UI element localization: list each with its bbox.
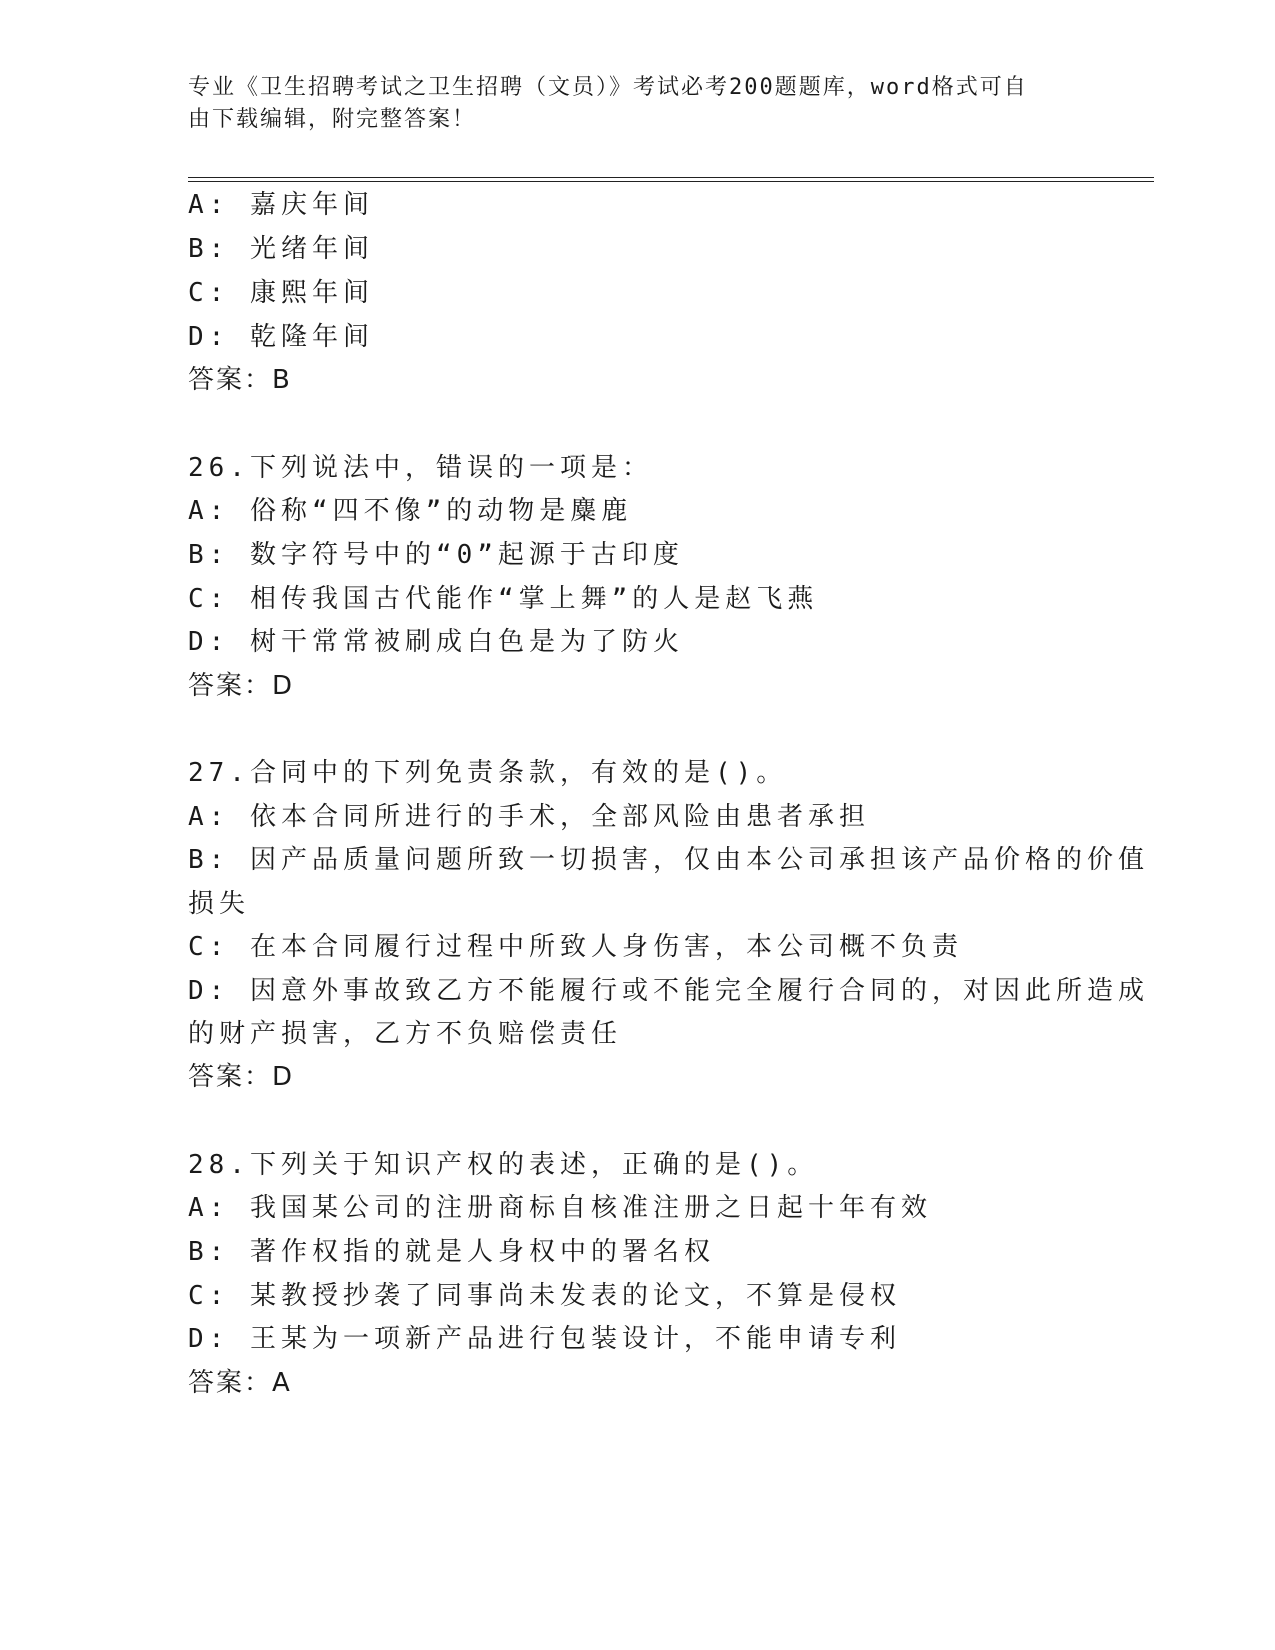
header-divider-top	[188, 177, 1154, 178]
q26-option-d: D: 树干常常被刷成白色是为了防火	[188, 627, 684, 657]
q28-stem: 28.下列关于知识产权的表述，正确的是()。	[188, 1150, 819, 1180]
q27-option-c: C: 在本合同履行过程中所致人身伤害，本公司概不负责	[188, 932, 963, 962]
q28-answer: 答案：A	[188, 1368, 292, 1398]
q27-option-d-line-1: D: 因意外事故致乙方不能履行或不能完全履行合同的，对因此所造成	[188, 976, 1149, 1006]
q27-answer: 答案：D	[188, 1062, 295, 1092]
q26-stem: 26.下列说法中，错误的一项是：	[188, 453, 653, 483]
q27-option-a: A: 依本合同所进行的手术，全部风险由患者承担	[188, 802, 870, 832]
header-line-2: 由下载编辑，附完整答案！	[188, 107, 477, 132]
header-divider-bottom	[188, 181, 1154, 182]
q27-stem: 27.合同中的下列免责条款，有效的是()。	[188, 758, 788, 788]
q27-option-b-line-1: B: 因产品质量问题所致一切损害，仅由本公司承担该产品价格的价值	[188, 845, 1149, 875]
q27-option-d-line-2: 的财产损害，乙方不负赔偿责任	[188, 1019, 623, 1049]
q25-option-b: B: 光绪年间	[188, 234, 374, 264]
q25-answer: 答案：B	[188, 365, 292, 395]
q27-option-b-line-2: 损失	[188, 889, 251, 919]
document-header	[188, 72, 1068, 136]
q28-option-c: C: 某教授抄袭了同事尚未发表的论文，不算是侵权	[188, 1281, 901, 1311]
q25-option-d: D: 乾隆年间	[188, 322, 374, 352]
header-line-1: 专业《卫生招聘考试之卫生招聘（文员）》考试必考200题题库，word格式可自	[188, 75, 1028, 100]
q25-option-a: A: 嘉庆年间	[188, 190, 374, 220]
q28-option-b: B: 著作权指的就是人身权中的署名权	[188, 1237, 715, 1267]
q26-option-c: C: 相传我国古代能作“掌上舞”的人是赵飞燕	[188, 584, 819, 614]
q28-option-d: D: 王某为一项新产品进行包装设计，不能申请专利	[188, 1324, 901, 1354]
q28-option-a: A: 我国某公司的注册商标自核准注册之日起十年有效	[188, 1193, 932, 1223]
q25-option-c: C: 康熙年间	[188, 278, 374, 308]
q26-answer: 答案：D	[188, 671, 295, 701]
q26-option-a: A: 俗称“四不像”的动物是麋鹿	[188, 496, 633, 526]
q26-option-b: B: 数字符号中的“0”起源于古印度	[188, 540, 684, 570]
